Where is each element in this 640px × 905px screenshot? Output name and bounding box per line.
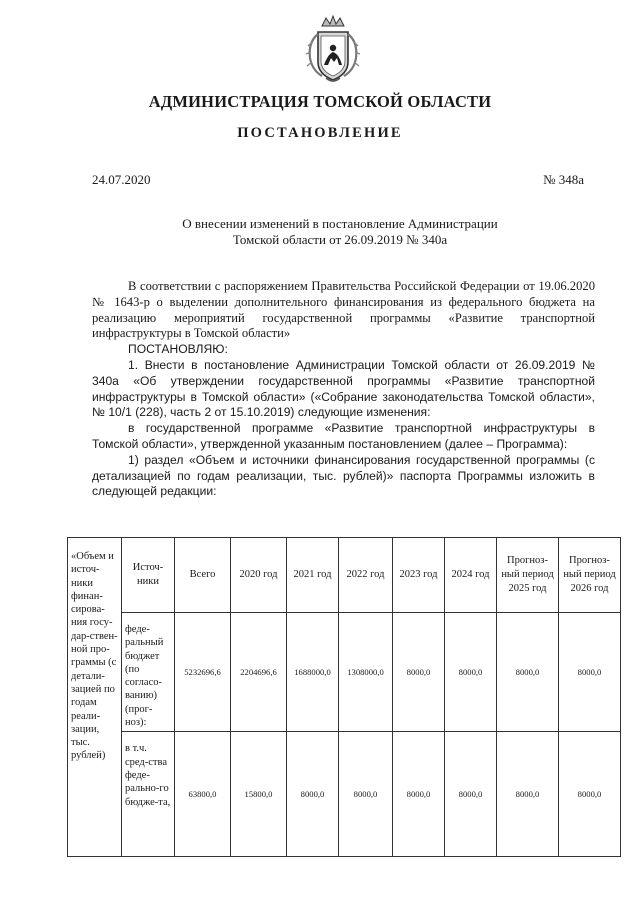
table-value-cell: 8000,0 xyxy=(287,732,339,857)
table-header-row xyxy=(68,538,621,613)
table-source-cell: в т.ч. сред-ства феде-рально-го бюдже-та, xyxy=(122,732,175,857)
table-value-cell: 8000,0 xyxy=(393,613,445,732)
table-value-cell: 8000,0 xyxy=(497,613,559,732)
table-value-cell: 8000,0 xyxy=(497,732,559,857)
table-value-cell: 1308000,0 xyxy=(339,613,393,732)
table-value-cell: 8000,0 xyxy=(445,613,497,732)
item-1-paragraph: 1. Внести в постановление Администрации Томской области от 26.09.2019 № 340а «Об утверждении государственной программы «Развитие транспортной инфраструктуры в Томской области» («Собрание законодательства Томской области», № 10/1 (228), часть 2 от 15.10.2019) следующие изменения: xyxy=(92,357,595,420)
table-value-cell: 15800,0 xyxy=(231,732,287,857)
item-1-sub-paragraph: в государственной программе «Развитие транспортной инфраструктуры в Томской области», утвержденной указанным постановлением (далее – Программа): xyxy=(92,421,595,451)
subject-line-1: О внесении изменений в постановление Администрации xyxy=(182,216,498,231)
table-source-cell: феде-ральный бюджет (по согласо-ванию) (прог-ноз): xyxy=(122,613,175,732)
document-type-title: ПОСТАНОВЛЕНИЕ xyxy=(237,125,403,141)
document-subject xyxy=(150,216,530,248)
document-number: № 348а xyxy=(543,172,584,187)
decree-word: ПОСТАНОВЛЯЮ: xyxy=(128,342,228,357)
financing-table xyxy=(67,537,621,857)
table-value-cell: 5232696,6 xyxy=(175,613,231,732)
table-value-cell: 8000,0 xyxy=(339,732,393,857)
table-header-cell: Прогноз-ный период 2025 год xyxy=(497,538,559,613)
table-row xyxy=(68,613,621,732)
table-value-cell: 8000,0 xyxy=(559,732,621,857)
table-header-cell: 2022 год xyxy=(339,538,393,613)
table-header-cell: Источ-ники xyxy=(122,538,175,613)
table-row xyxy=(68,732,621,857)
table-header-cell: 2024 год xyxy=(445,538,497,613)
table-value-cell: 2204696,6 xyxy=(231,613,287,732)
table-value-cell: 8000,0 xyxy=(559,613,621,732)
table-header-cell: 2023 год xyxy=(393,538,445,613)
coat-of-arms-icon xyxy=(304,12,362,86)
table-header-cell: Всего xyxy=(175,538,231,613)
table-header-cell: 2021 год xyxy=(287,538,339,613)
table-value-cell: 63800,0 xyxy=(175,732,231,857)
table-value-cell: 8000,0 xyxy=(445,732,497,857)
document-date: 24.07.2020 xyxy=(92,172,151,187)
table-value-cell: 1688000,0 xyxy=(287,613,339,732)
table-header-cell: 2020 год xyxy=(231,538,287,613)
table-header-cell: Прогноз-ный период 2026 год xyxy=(559,538,621,613)
preamble-paragraph: В соответствии с распоряжением Правительства Российской Федерации от 19.06.2020 № 1643-р о выделении дополнительного финансирования из федерального бюджета на реализацию мероприятий государственной программы «Развитие транспортной инфраструктуры в Томской области» xyxy=(92,279,595,341)
subject-line-2: Томской области от 26.09.2019 № 340а xyxy=(232,232,448,247)
organization-title: АДМИНИСТРАЦИЯ ТОМСКОЙ ОБЛАСТИ xyxy=(148,92,492,111)
document-body xyxy=(92,279,595,500)
item-1-1-paragraph: 1) раздел «Объем и источники финансирования государственной программы (с детализацией по годам реализации, тыс. рублей)» паспорта Программы изложить в следующей редакции: xyxy=(92,452,595,499)
table-value-cell: 8000,0 xyxy=(393,732,445,857)
table-first-cell: «Объем и источ-ники финан-сирова-ния госу-дар-ствен-ной про-граммы (с детали-зацией по годам реали-зации, тыс. рублей) xyxy=(68,538,122,857)
